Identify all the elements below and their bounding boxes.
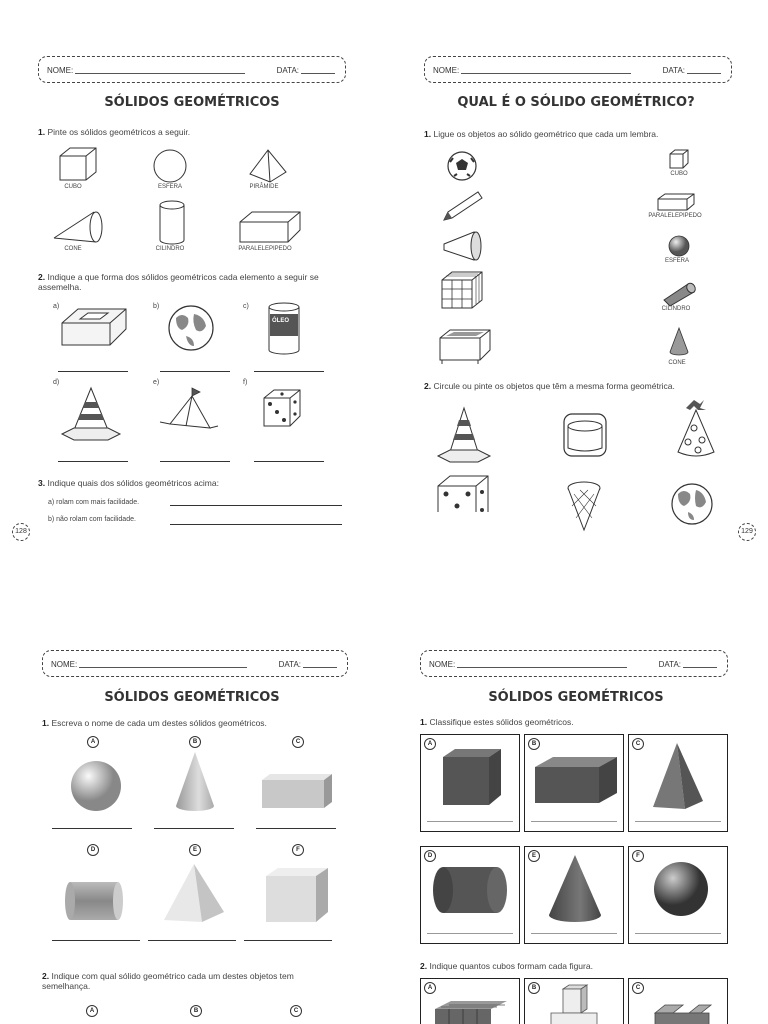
solid-box-d: [420, 846, 520, 944]
solid-label-cone: CONE: [668, 360, 686, 366]
question-number: 2.: [420, 961, 428, 971]
question-text: Escreva o nome de cada um destes sólidos geométricos.: [51, 718, 267, 728]
parallelepiped-icon: [238, 210, 302, 244]
letter-badge-f: F: [292, 844, 304, 856]
date-label: DATA:: [276, 66, 299, 75]
question-number: 1.: [420, 717, 428, 727]
cube-figure-box-c: [628, 978, 728, 1024]
answer-line-d[interactable]: [52, 940, 140, 941]
question-2: [424, 381, 675, 391]
date-label: DATA:: [658, 660, 681, 669]
name-date-header: [424, 56, 732, 83]
answer-line[interactable]: [635, 933, 721, 934]
letter-badge-c: C: [632, 738, 644, 750]
stacked-cubes-icon: [653, 1003, 713, 1024]
date-field[interactable]: [687, 73, 721, 74]
tent-icon: [156, 384, 222, 434]
answer-line-a[interactable]: [52, 828, 132, 829]
can-label: ÓLEO: [272, 318, 290, 324]
solid-label-sphere: ESFERA: [157, 184, 182, 190]
question-3b: b) não rolam com facilidade.: [48, 516, 136, 523]
question-number: 2.: [42, 971, 50, 981]
letter-badge-c: C: [292, 736, 304, 748]
letter-badge-a: A: [424, 982, 436, 994]
soccer-ball-icon: [446, 150, 478, 182]
answer-line-c[interactable]: [254, 371, 324, 372]
letter-badge-d: D: [424, 850, 436, 862]
question-3: [38, 478, 219, 488]
question-text: Pinte os sólidos geométricos a seguir.: [47, 127, 191, 137]
question-3a: a) rolam com mais facilidade.: [48, 499, 140, 506]
question-text: Classifique estes sólidos geométricos.: [429, 717, 574, 727]
question-2: [38, 272, 348, 292]
name-date-header: [38, 56, 346, 83]
stacked-cubes-icon: [431, 999, 511, 1024]
worksheet-page-right-bottom: [384, 600, 768, 1024]
answer-line-c[interactable]: [256, 828, 336, 829]
page-title: SÓLIDOS GEOMÉTRICOS: [104, 690, 280, 705]
cone-icon: [172, 750, 218, 814]
letter-badge-a: A: [86, 1005, 98, 1017]
date-field[interactable]: [683, 667, 717, 668]
solid-label-cube: CUBO: [670, 171, 688, 177]
cylinder-icon: [158, 200, 186, 246]
answer-line-3a[interactable]: [170, 505, 342, 506]
solid-box-c: [628, 734, 728, 832]
answer-line[interactable]: [531, 821, 617, 822]
letter-badge-b: B: [528, 738, 540, 750]
cube-figure-box-a: [420, 978, 520, 1024]
cube-icon: [58, 146, 98, 182]
rubiks-cube-icon: [440, 270, 484, 310]
answer-line-3b[interactable]: [170, 524, 342, 525]
pool-icon: [436, 326, 492, 366]
cone-icon: [668, 326, 690, 358]
solid-box-a: [420, 734, 520, 832]
cylinder-icon: [64, 880, 124, 922]
date-field[interactable]: [303, 667, 337, 668]
question-number: 2.: [38, 272, 46, 282]
answer-line-f[interactable]: [254, 461, 324, 462]
solid-label-cube: CUBO: [64, 184, 82, 190]
answer-line[interactable]: [427, 821, 513, 822]
worksheet-page-129: [384, 0, 768, 512]
letter-badge-c: C: [290, 1005, 302, 1017]
globe-icon: [670, 482, 714, 526]
name-label: NOME:: [429, 660, 456, 669]
traffic-cone-icon: [58, 386, 124, 442]
sphere-icon: [668, 235, 690, 257]
name-date-header: [420, 650, 728, 677]
letter-badge-f: F: [632, 850, 644, 862]
solid-box-f: [628, 846, 728, 944]
item-f-label: f): [243, 379, 248, 386]
letter-badge-b: B: [528, 982, 540, 994]
answer-line[interactable]: [531, 933, 617, 934]
cube-icon: [264, 866, 330, 924]
item-d-label: d): [53, 379, 60, 386]
answer-line[interactable]: [635, 821, 721, 822]
name-field[interactable]: [457, 667, 627, 668]
question-text: Indique quantos cubos formam cada figura.: [429, 961, 593, 971]
answer-line-d[interactable]: [58, 461, 128, 462]
worksheet-page-left-bottom: [0, 600, 384, 1024]
solid-label-cylinder: CILINDRO: [155, 246, 185, 252]
question-1: [42, 718, 267, 728]
question-2: [42, 971, 342, 991]
page-title: SÓLIDOS GEOMÉTRICOS: [104, 95, 280, 110]
pyramid-icon: [248, 148, 288, 184]
page-number-128: 128: [12, 523, 30, 541]
cube-icon: [668, 148, 690, 170]
traffic-cone-icon: [436, 406, 492, 464]
name-field[interactable]: [79, 667, 247, 668]
answer-line-a[interactable]: [58, 371, 128, 372]
ice-cream-cone-icon: [566, 480, 602, 532]
dice-icon: [436, 474, 490, 512]
sphere-icon: [152, 148, 188, 184]
cube-figure-box-b: [524, 978, 624, 1024]
name-label: NOME:: [51, 660, 78, 669]
cube-icon: [441, 747, 503, 807]
sphere-icon: [651, 859, 711, 919]
name-field[interactable]: [461, 73, 631, 74]
solid-label-parallelepiped: PARALELEPIPEDO: [238, 246, 292, 252]
solid-label-cylinder: CILINDRO: [661, 306, 691, 312]
cone-icon: [52, 208, 104, 246]
letter-badge-c: C: [632, 982, 644, 994]
megaphone-icon: [440, 228, 486, 264]
parallelepiped-icon: [656, 192, 696, 212]
question-number: 1.: [42, 718, 50, 728]
globe-icon: [166, 304, 216, 352]
brick-icon: [58, 305, 128, 349]
pyramid-icon: [649, 741, 705, 811]
stacked-cubes-icon: [549, 983, 599, 1024]
question-2: [420, 961, 593, 971]
parallelepiped-icon: [533, 755, 619, 805]
answer-line-b[interactable]: [160, 371, 230, 372]
date-label: DATA:: [278, 660, 301, 669]
question-1: [38, 127, 190, 137]
question-1: [424, 129, 658, 139]
letter-badge-b: B: [190, 1005, 202, 1017]
page-title: QUAL É O SÓLIDO GEOMÉTRICO?: [457, 95, 695, 110]
solid-label-pyramid: PIRÂMIDE: [249, 184, 279, 190]
answer-line-e[interactable]: [160, 461, 230, 462]
item-c-label: c): [243, 303, 249, 310]
question-text: Indique quais dos sólidos geométricos acima:: [47, 478, 219, 488]
letter-badge-a: A: [87, 736, 99, 748]
page-title: SÓLIDOS GEOMÉTRICOS: [488, 690, 664, 705]
page-number-129: 129: [738, 523, 756, 541]
letter-badge-d: D: [87, 844, 99, 856]
item-e-label: e): [153, 379, 160, 386]
oil-can-icon: [266, 302, 302, 356]
pyramid-icon: [162, 862, 226, 926]
solid-box-b: [524, 734, 624, 832]
pencil-icon: [440, 190, 486, 224]
answer-line-e[interactable]: [148, 940, 236, 941]
party-hat-icon: [674, 398, 718, 460]
worksheet-page-128: [0, 0, 384, 512]
letter-badge-e: E: [528, 850, 540, 862]
solid-label-sphere: ESFERA: [664, 258, 689, 264]
date-field[interactable]: [301, 73, 335, 74]
cone-icon: [545, 853, 605, 925]
parallelepiped-icon: [260, 772, 334, 810]
question-text: Circule ou pinte os objetos que têm a mesma forma geométrica.: [433, 381, 675, 391]
answer-line[interactable]: [427, 933, 513, 934]
question-text: Indique a que forma dos sólidos geométricos cada elemento a seguir se assemelha.: [38, 272, 319, 292]
question-number: 1.: [38, 127, 46, 137]
dice-icon: [262, 388, 302, 428]
name-label: NOME:: [47, 66, 74, 75]
solid-label-parallelepiped: PARALELEPIPEDO: [648, 213, 702, 219]
question-text: Indique com qual sólido geométrico cada um destes objetos tem semelhança.: [42, 971, 294, 991]
item-b-label: b): [153, 303, 160, 310]
answer-line-f[interactable]: [244, 940, 332, 941]
question-number: 3.: [38, 478, 46, 488]
solid-label-cone: CONE: [64, 246, 82, 252]
cylinder-icon: [660, 280, 698, 306]
glass-icon: [560, 410, 610, 460]
question-number: 2.: [424, 381, 432, 391]
letter-badge-b: B: [189, 736, 201, 748]
name-field[interactable]: [75, 73, 245, 74]
letter-badge-e: E: [189, 844, 201, 856]
sphere-icon: [68, 758, 124, 814]
question-number: 1.: [424, 129, 432, 139]
name-date-header: [42, 650, 348, 677]
cylinder-icon: [431, 865, 511, 915]
solid-box-e: [524, 846, 624, 944]
name-label: NOME:: [433, 66, 460, 75]
letter-badge-a: A: [424, 738, 436, 750]
answer-line-b[interactable]: [154, 828, 234, 829]
date-label: DATA:: [662, 66, 685, 75]
question-1: [420, 717, 574, 727]
item-a-label: a): [53, 303, 60, 310]
question-text: Ligue os objetos ao sólido geométrico que cada um lembra.: [433, 129, 659, 139]
